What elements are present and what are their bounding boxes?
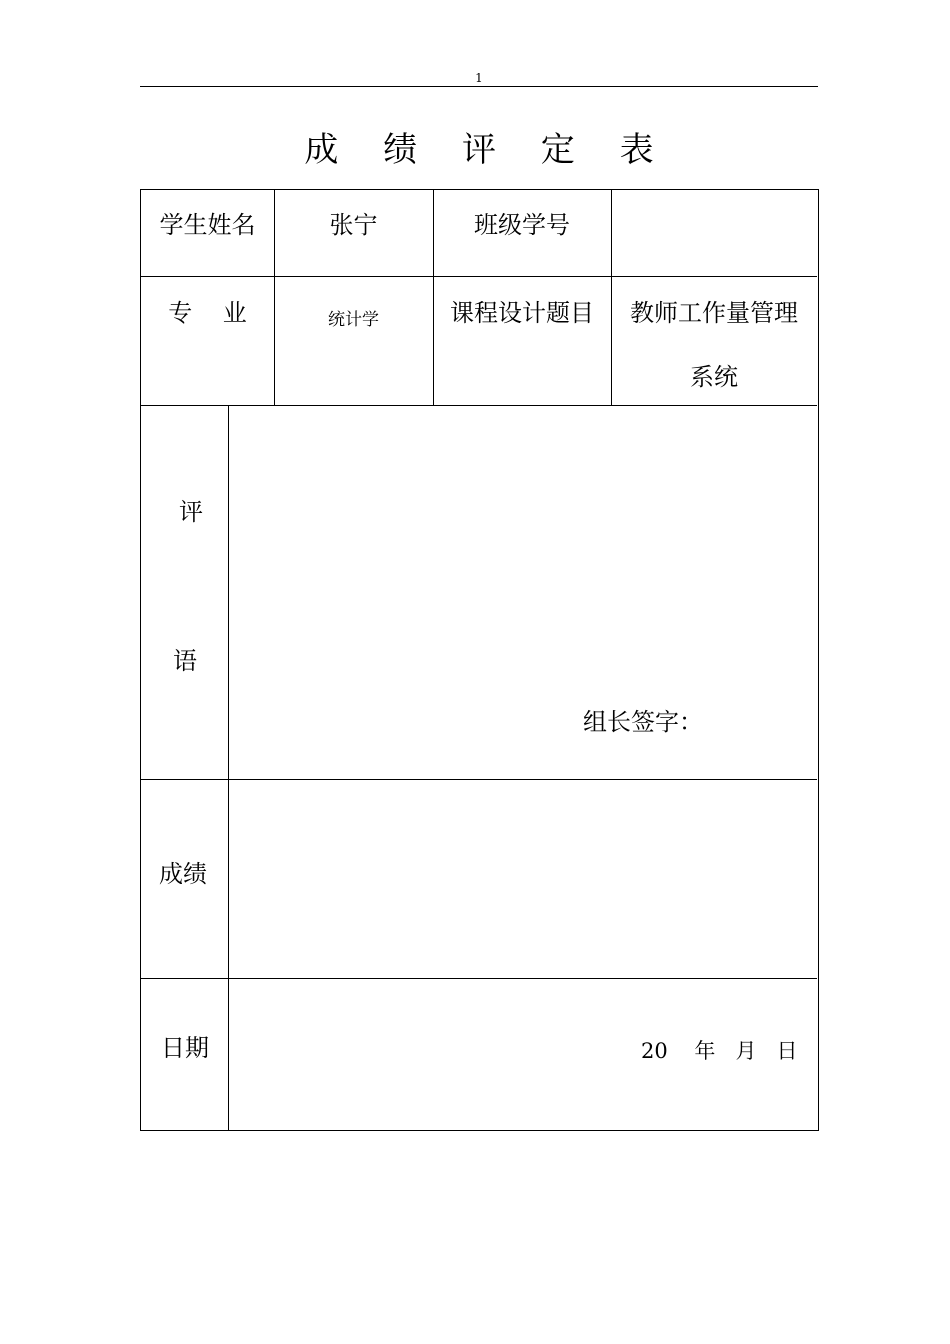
header-rule [140, 86, 818, 87]
course-topic-value-line2: 系统 [690, 363, 738, 391]
student-name-value: 张宁 [329, 211, 378, 239]
signature-label: 组长签字： [583, 708, 703, 736]
comments-label-char-2: 语 [173, 647, 197, 675]
date-label: 日期 [161, 1034, 209, 1062]
row-divider [141, 276, 817, 277]
grade-label: 成绩 [159, 860, 207, 888]
page-number: 1 [475, 71, 483, 85]
grade-evaluation-table [140, 189, 819, 1131]
row-divider [141, 978, 817, 979]
column-divider [228, 405, 229, 1130]
row-divider [141, 405, 817, 406]
row-divider [141, 779, 817, 780]
course-topic-value-line1: 教师工作量管理 [630, 299, 798, 327]
major-value: 统计学 [328, 310, 379, 330]
student-name-label: 学生姓名 [159, 211, 256, 239]
class-id-label: 班级学号 [474, 211, 570, 239]
course-topic-label: 课程设计题目 [450, 299, 594, 327]
major-label: 专 业 [168, 299, 247, 327]
page-title: 成 绩 评 定 表 [304, 130, 671, 170]
date-value: 20 年 月 日 [641, 1039, 798, 1063]
comments-label-char-1: 评 [179, 498, 203, 526]
